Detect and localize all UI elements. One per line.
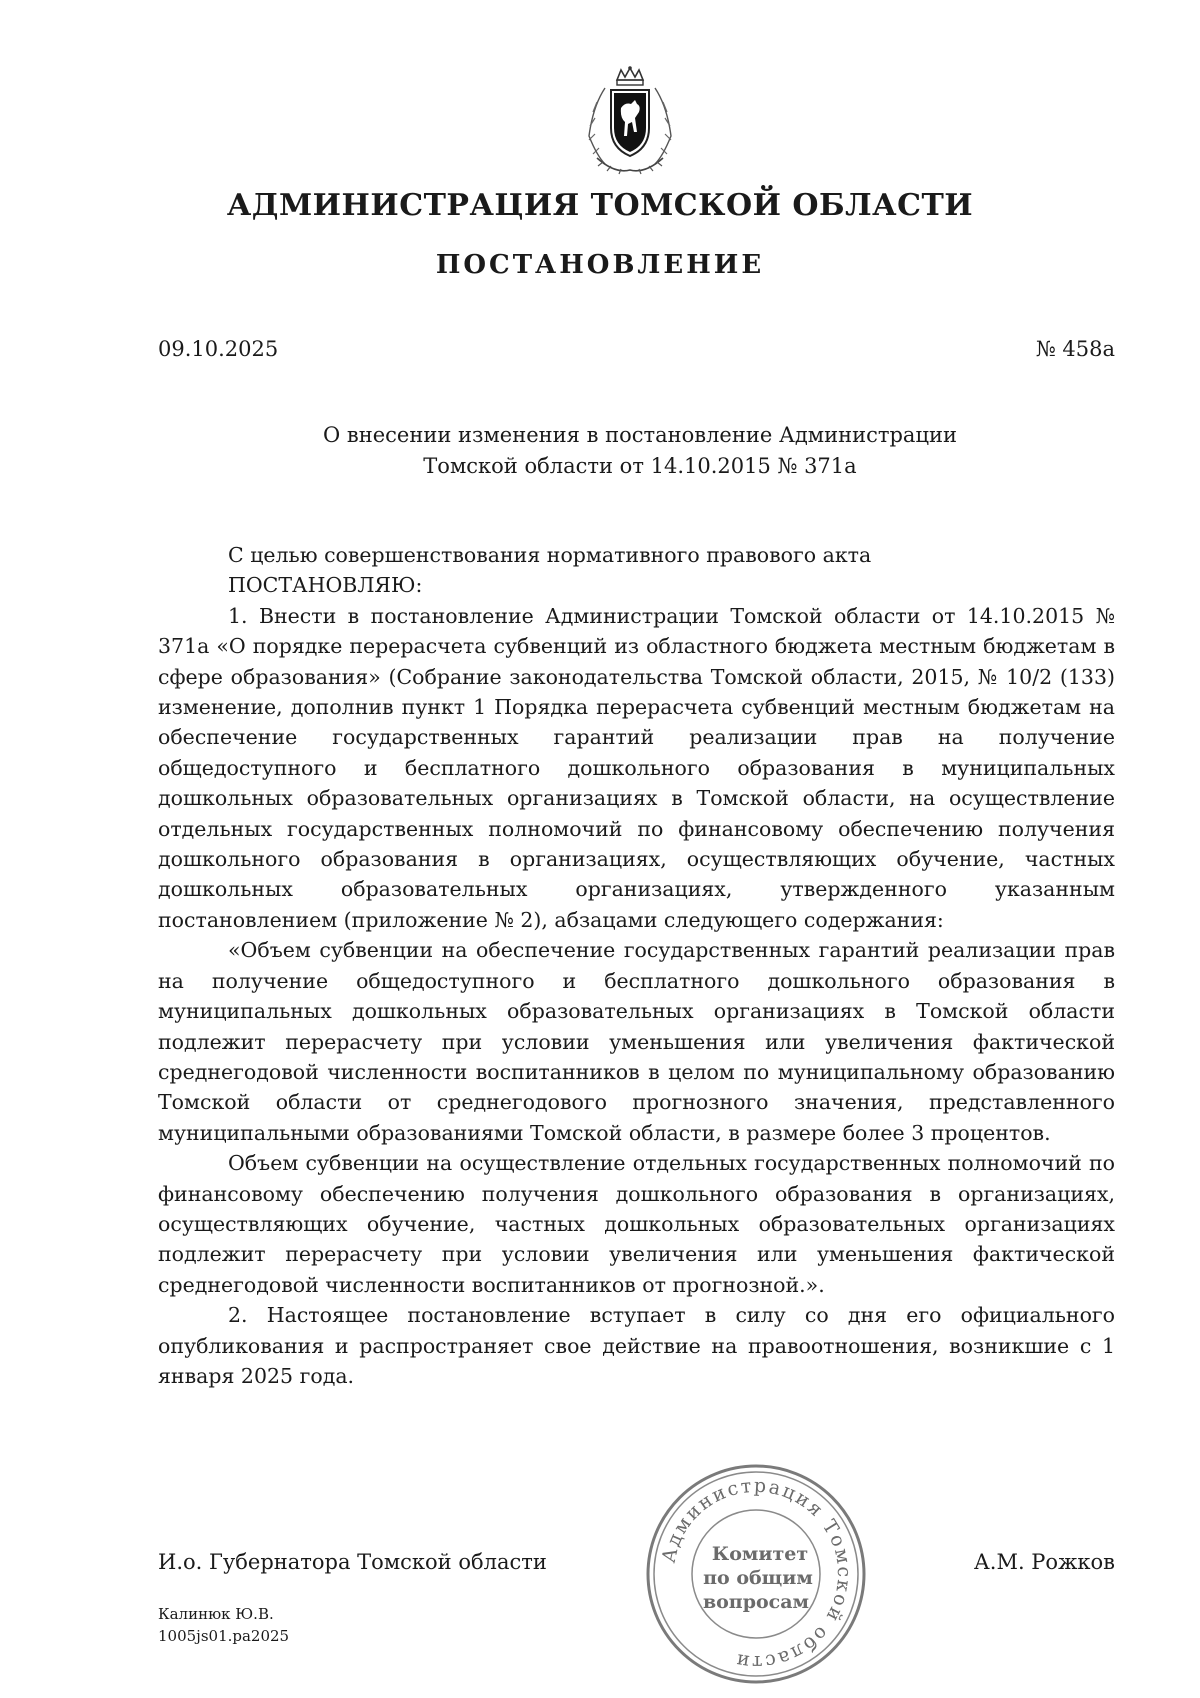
- subject-line: О внесении изменения в постановление Администрации: [323, 423, 957, 447]
- item-1-paragraph: 1. Внести в постановление Администрации Томской области от 14.10.2015 № 371а «О порядке перерасчета субвенций из областного бюджета местным бюджетам в сфере образования» (Собрание законодательства Томской области, 2015, № 10/2 (133) изменение, дополнив пункт 1 Порядка перерасчета субвенций местным бюджетам на обеспечение государственных гарантий реализации прав на получение общедоступного и бесплатного дошкольного образования в муниципальных дошкольных образовательных организациях в Томской области, на осуществление отдельных государственных полномочий по финансовому обеспечению получения дошкольного образования в организациях, осуществляющих обучение, частных дошкольных образовательных организациях, утвержденного указанным постановлением (приложение № 2), абзацами следующего содержания:: [158, 603, 1115, 932]
- purpose-paragraph: С целью совершенствования нормативного правового акта: [228, 543, 872, 567]
- organization-title: АДМИНИСТРАЦИЯ ТОМСКОЙ ОБЛАСТИ: [226, 188, 974, 223]
- document-subject: [200, 420, 1080, 482]
- quote-paragraph-2: Объем субвенции на осуществление отдельных государственных полномочий по финансовому обеспечению получения дошкольного образования в организациях, осуществляющих обучение, частных дошкольных образовательных организациях подлежит перерасчету при условии увеличения или уменьшения фактической среднегодовой численности воспитанников от прогнозной.».: [158, 1151, 1115, 1297]
- official-stamp: [640, 1458, 872, 1690]
- signatory-title: И.о. Губернатора Томской области: [158, 1550, 547, 1574]
- stamp-ring-text: Администрация Томской области: [657, 1474, 856, 1674]
- signatory-name: А.М. Рожков: [973, 1550, 1115, 1574]
- decree-word: ПОСТАНОВЛЯЮ:: [228, 573, 423, 598]
- document-date: 09.10.2025: [158, 337, 279, 361]
- subject-line: Томской области от 14.10.2015 № 371а: [423, 454, 857, 478]
- document-type-title: ПОСТАНОВЛЕНИЕ: [435, 250, 765, 280]
- executor-code: 1005js01.pa2025: [158, 1627, 290, 1645]
- stamp-line: вопросам: [702, 1591, 810, 1613]
- document-body: [158, 540, 1115, 1391]
- stamp-line: по общим: [703, 1567, 813, 1589]
- document-number: № 458а: [1035, 337, 1115, 361]
- executor-block: [158, 1603, 289, 1647]
- executor-name: Калинюк Ю.В.: [158, 1605, 274, 1623]
- item-2-paragraph: 2. Настоящее постановление вступает в силу со дня его официального опубликования и распространяет свое действие на правоотношения, возникшие с 1 января 2025 года.: [158, 1303, 1115, 1388]
- stamp-line: Комитет: [711, 1543, 809, 1565]
- coat-of-arms-emblem: [575, 66, 685, 178]
- quote-paragraph-1: «Объем субвенции на обеспечение государственных гарантий реализации прав на получение общедоступного и бесплатного дошкольного образования в муниципальных дошкольных образовательных организациях в Томской области подлежит перерасчету при условии уменьшения или увеличения фактической среднегодовой численности воспитанников в целом по муниципальному образованию Томской области от среднегодового прогнозного значения, представленного муниципальными образованиями Томской области, в размере более 3 процентов.: [158, 938, 1115, 1145]
